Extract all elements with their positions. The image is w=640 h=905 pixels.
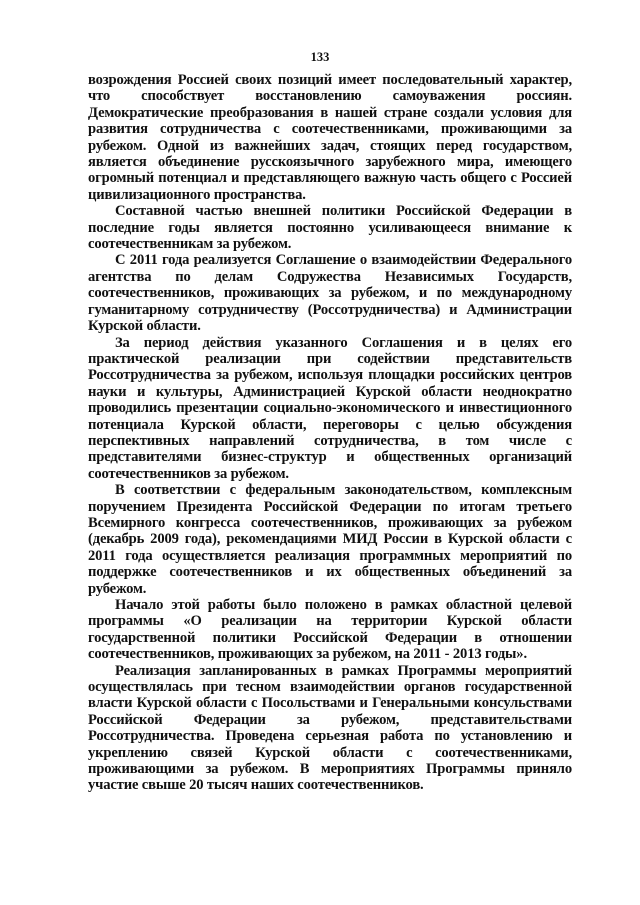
paragraph-continuation: возрождения Россией своих позиций имеет последовательный характер, что способствует восстановлению самоуважения россиян. Демократические преобразования в нашей стране создали условия для развития сотрудничества с соотечественниками, проживающими за рубежом. Одной из важнейших задач, стоящих перед государством, является объединение русскоязычного зарубежного мира, имеющего огромный потенциал и представляющего важную часть общего с Россией цивилизационного пространства. — [88, 72, 572, 203]
page-number: 133 — [310, 50, 330, 64]
body-text — [88, 72, 572, 794]
paragraph-implementation: Реализация запланированных в рамках Программы мероприятий осуществлялась при тесном взаимодействии органов государственной власти Курской области с Посольствами и Генеральными консульствами Российской Федерации за рубежом, представительствами Россотрудничества. Проведена серьезная работа по установлению и укреплению связей Курской области с соотечественниками, проживающими за рубежом. В мероприятиях Программы приняло участие свыше 20 тысяч наших соотечественников. — [88, 662, 572, 794]
paragraph-foreign-policy: Составной частью внешней политики Российской Федерации в последние годы является постоянно усиливающееся внимание к соотечественникам за рубежом. — [88, 203, 572, 253]
paragraph-presentations: За период действия указанного Соглашения и в целях его практической реализации при содействии представительств Россотрудничества за рубежом, используя площадки российских центров науки и культуры, Администрацией Курской области неоднократно проводились презентации социально-экономического и инвестиционного потенциала Курской области, переговоры с целью обсуждения перспективных направлений сотрудничества, в том числе с представителями бизнес-структур и общественных организаций соотечественников за рубежом. — [88, 334, 572, 482]
paragraph-program: Начало этой работы было положено в рамках областной целевой программы «О реализации на территории Курской области государственной политики Российской Федерации в отношении соотечественников, проживающих за рубежом, на 2011 - 2013 годы». — [88, 597, 572, 663]
paragraph-legislation: В соответствии с федеральным законодательством, комплексным поручением Президента Российской Федерации по итогам третьего Всемирного конгресса соотечественников, проживающих за рубежом (декабрь 2009 года), рекомендациями МИД России в Курской области с 2011 года осуществляется реализация программных мероприятий по поддержке соотечественников и их общественных объединений за рубежом. — [88, 482, 572, 597]
paragraph-agreement: С 2011 года реализуется Соглашение о взаимодействии Федерального агентства по делам Содружества Независимых Государств, соотечественников, проживающих за рубежом, и по международному гуманитарному сотрудничеству (Россотрудничества) и Администрации Курской области. — [88, 252, 572, 335]
